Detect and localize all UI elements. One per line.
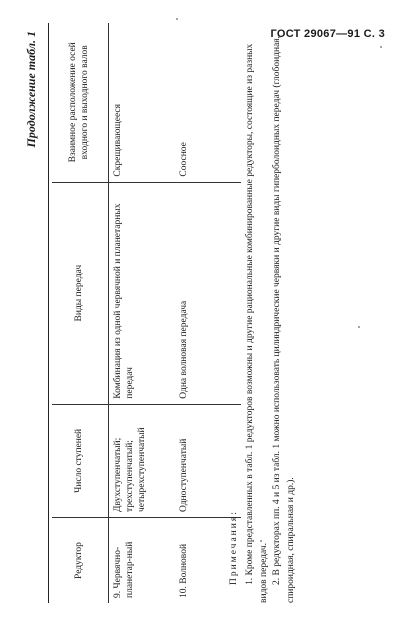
table-caption: Продолжение табл. 1	[24, 31, 38, 148]
header-axes: Взаимное расположение осей входного и выходного валов	[52, 23, 109, 182]
reducers-table	[52, 23, 241, 603]
table-header-row	[52, 23, 109, 603]
table-top-rule	[48, 23, 49, 603]
scan-speck	[260, 540, 262, 542]
cell-axes: Скрещивающееся	[109, 23, 176, 182]
note-1: 1. Кроме представленных в табл. 1 редукторов возможны и другие рациональные комбинированные редукторы, состоящие из разных видов передач.	[244, 43, 269, 603]
note-2: 2. В редукторах пп. 4 и 5 из табл. 1 можно использовать цилиндрические червяки и другие виды гиперболоидных передач (глобоидная, спироидная, спиральная и др.).	[272, 35, 297, 603]
cell-gear-types: Одна волновая передача	[175, 182, 241, 404]
header-gear-types: Виды передач	[52, 182, 109, 404]
scan-speck	[176, 18, 178, 20]
cell-stages: Одноступенчатый	[175, 404, 241, 517]
page-header: ГОСТ 29067—91 С. 3	[270, 28, 385, 40]
notes-title: Примечания:	[229, 510, 239, 585]
cell-gear-types: Комбинация из одной червячной и планетарных передач	[109, 182, 176, 404]
cell-stages: Двухступенчатый; трехступенчатый; четырехступенчатый	[109, 404, 176, 517]
cell-reducer: 10. Волновой	[179, 543, 189, 598]
rotated-page-content	[18, 23, 388, 603]
scan-speck	[358, 326, 360, 328]
header-reducer: Редуктор	[52, 518, 109, 603]
table-row	[109, 23, 176, 603]
header-stages: Число ступеней	[52, 404, 109, 517]
cell-axes: Соосное	[175, 23, 241, 182]
cell-reducer: 9. Червячно-планетар-ный	[113, 541, 135, 598]
notes-block	[228, 23, 299, 603]
scan-speck	[380, 46, 382, 48]
